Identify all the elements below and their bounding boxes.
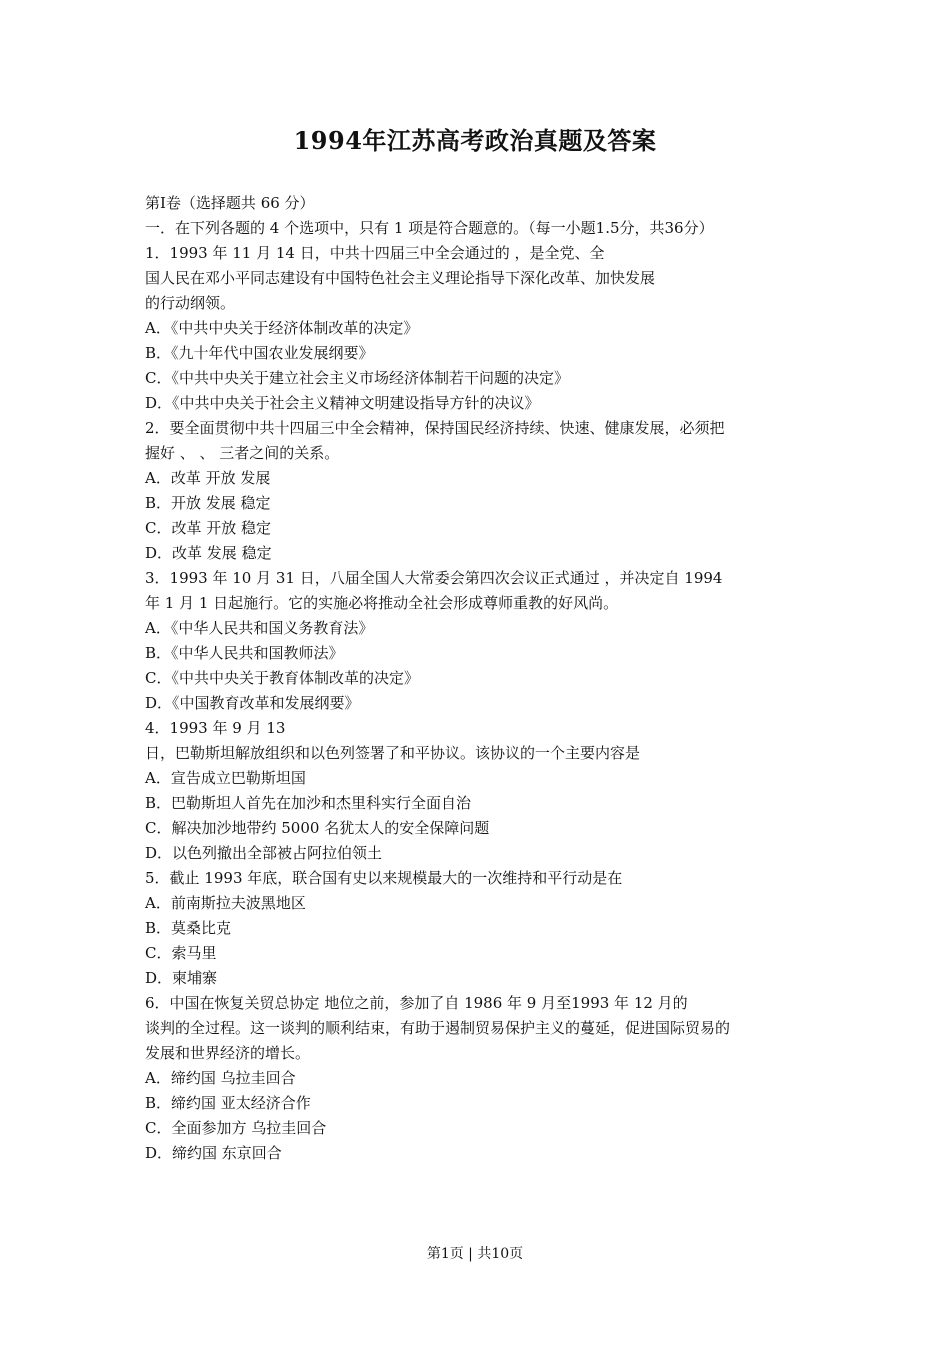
option-line: D．《中共中央关于社会主义精神文明建设指导方针的决议》 xyxy=(145,394,540,412)
question-2-line: 握好 、 、 三者之间的关系。 xyxy=(145,444,340,462)
document-body xyxy=(145,191,815,1166)
option-line: D．《中国教育改革和发展纲要》 xyxy=(145,694,360,712)
question-1-line: 的行动纲领。 xyxy=(145,294,236,312)
question-6-line: 谈判的全过程。这一谈判的顺利结束，有助于遏制贸易保护主义的蔓延，促进国际贸易的 xyxy=(145,1019,731,1037)
option-line: B．《中华人民共和国教师法》 xyxy=(145,644,344,662)
question-5-line: 5．截止 1993 年底，联合国有史以来规模最大的一次维持和平行动是在 xyxy=(145,869,623,887)
option-line: B．缔约国 亚太经济合作 xyxy=(145,1094,311,1112)
option-line: C．《中共中央关于建立社会主义市场经济体制若干问题的决定》 xyxy=(145,369,569,387)
option-line: C．全面参加方 乌拉圭回合 xyxy=(145,1119,327,1137)
question-1-line: 国人民在邓小平同志建设有中国特色社会主义理论指导下深化改革、加快发展 xyxy=(145,269,656,287)
option-line: B．巴勒斯坦人首先在加沙和杰里科实行全面自治 xyxy=(145,794,472,812)
option-line: D．以色列撤出全部被占阿拉伯领土 xyxy=(145,844,383,862)
option-line: D．缔约国 东京回合 xyxy=(145,1144,282,1162)
question-4-line: 4．1993 年 9 月 13 xyxy=(145,719,286,737)
option-line: B．《九十年代中国农业发展纲要》 xyxy=(145,344,374,362)
option-line: A．宣告成立巴勒斯坦国 xyxy=(145,769,306,787)
document-title: 1994年江苏高考政治真题及答案 xyxy=(293,126,657,155)
instruction-line: 一．在下列各题的 4 个选项中，只有 1 项是符合题意的。（每一小题1.5分，共36分） xyxy=(145,219,714,237)
option-line: A．《中华人民共和国义务教育法》 xyxy=(145,619,374,637)
question-2-line: 2．要全面贯彻中共十四届三中全会精神，保持国民经济持续、快速、健康发展，必须把 xyxy=(145,419,725,437)
question-3-line: 3．1993 年 10 月 31 日，八届全国人大常委会第四次会议正式通过 ，并决定自 1994 xyxy=(145,569,723,587)
option-line: C．改革 开放 稳定 xyxy=(145,519,272,537)
option-line: D．改革 发展 稳定 xyxy=(145,544,272,562)
option-line: B．开放 发展 稳定 xyxy=(145,494,271,512)
question-4-line: 日，巴勒斯坦解放组织和以色列签署了和平协议。该协议的一个主要内容是 xyxy=(145,744,641,762)
question-1-line: 1．1993 年 11 月 14 日，中共十四届三中全会通过的 ，是全党、全 xyxy=(145,244,605,262)
option-line: A．前南斯拉夫波黑地区 xyxy=(145,894,306,912)
question-6-line: 发展和世界经济的增长。 xyxy=(145,1044,311,1062)
option-line: A．《中共中央关于经济体制改革的决定》 xyxy=(145,319,419,337)
page-footer: 第1页 | 共10页 xyxy=(426,1246,524,1262)
option-line: A．改革 开放 发展 xyxy=(145,469,271,487)
question-6-line: 6．中国在恢复关贸总协定 地位之前，参加了自 1986 年 9 月至1993 年 12 月的 xyxy=(145,994,688,1012)
option-line: C．《中共中央关于教育体制改革的决定》 xyxy=(145,669,419,687)
option-line: C．解决加沙地带约 5000 名犹太人的安全保障问题 xyxy=(145,819,490,837)
option-line: C．索马里 xyxy=(145,944,217,962)
option-line: D．柬埔寨 xyxy=(145,969,218,987)
option-line: A．缔约国 乌拉圭回合 xyxy=(145,1069,296,1087)
question-3-line: 年 1 月 1 日起施行。它的实施必将推动全社会形成尊师重教的好风尚。 xyxy=(145,594,619,612)
section-heading: 第Ⅰ卷（选择题共 66 分） xyxy=(145,194,315,212)
option-line: B．莫桑比克 xyxy=(145,919,232,937)
